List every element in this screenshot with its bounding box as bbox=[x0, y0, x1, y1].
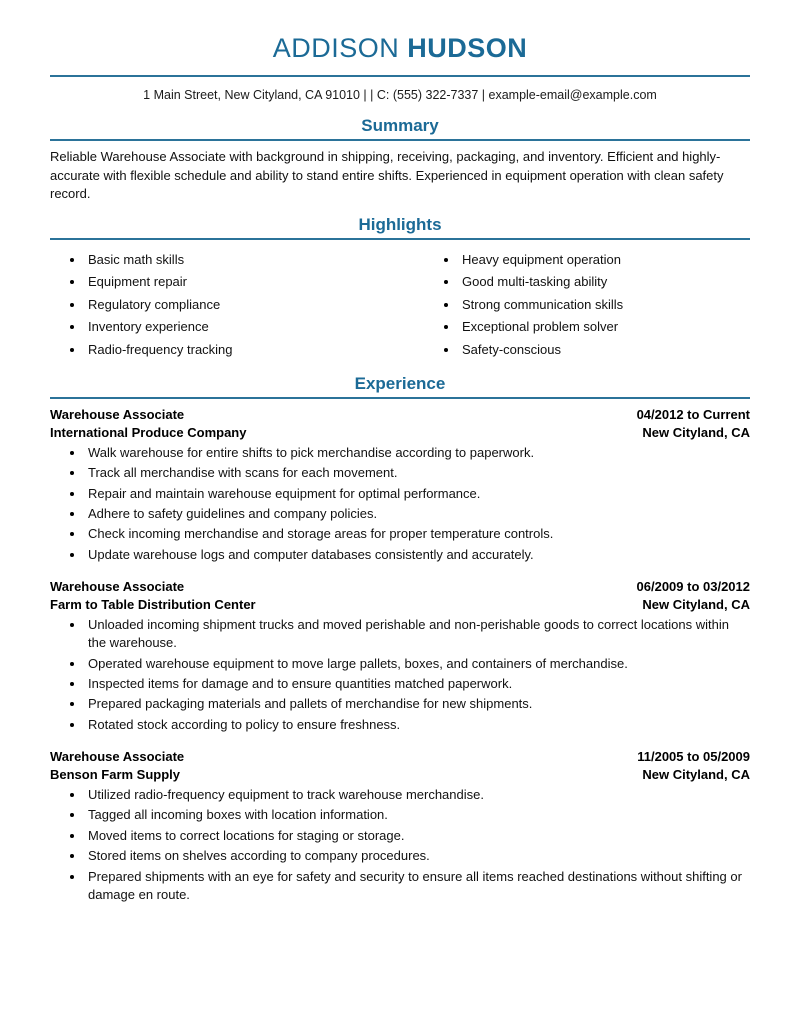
list-item: Moved items to correct locations for staging or storage. bbox=[50, 827, 750, 845]
highlights-column-left bbox=[50, 251, 400, 363]
job-title-row bbox=[50, 748, 750, 766]
job-bullets bbox=[50, 614, 750, 735]
list-item: Exceptional problem solver bbox=[424, 318, 750, 336]
experience-heading: Experience bbox=[354, 374, 446, 394]
job-location: New Cityland, CA bbox=[642, 597, 750, 612]
list-item: Radio-frequency tracking bbox=[50, 341, 400, 359]
job-dates: 04/2012 to Current bbox=[636, 407, 750, 423]
list-item: Tagged all incoming boxes with location information. bbox=[50, 806, 750, 824]
candidate-last-name: HUDSON bbox=[407, 33, 528, 63]
summary-body bbox=[50, 141, 750, 203]
list-item: Equipment repair bbox=[50, 273, 400, 291]
job-company-row bbox=[50, 766, 750, 784]
list-item: Prepared packaging materials and pallets of merchandise for new shipments. bbox=[50, 695, 750, 713]
job-location: New Cityland, CA bbox=[642, 767, 750, 783]
list-item: Unloaded incoming shipment trucks and moved perishable and non-perishable goods to correct locations within the warehouse. bbox=[50, 616, 750, 653]
list-item: Utilized radio-frequency equipment to track warehouse merchandise. bbox=[50, 786, 750, 804]
list-item: Walk warehouse for entire shifts to pick merchandise according to paperwork. bbox=[50, 444, 750, 462]
job-company: Benson Farm Supply bbox=[50, 767, 181, 783]
list-item: Safety-conscious bbox=[424, 341, 750, 359]
list-item: Rotated stock according to policy to ensure freshness. bbox=[50, 716, 750, 734]
contact-line: 1 Main Street, New Cityland, CA 91010 | | C: (555) 322-7337 | example-email@example.com bbox=[143, 88, 657, 103]
experience-entry bbox=[50, 578, 750, 734]
job-dates: 06/2009 to 03/2012 bbox=[636, 579, 750, 595]
candidate-first-name: ADDISON bbox=[272, 33, 400, 63]
section-summary bbox=[50, 115, 750, 204]
job-bullets bbox=[50, 784, 750, 905]
list-item: Update warehouse logs and computer databases consistently and accurately. bbox=[50, 546, 750, 564]
highlights-column-right bbox=[400, 251, 750, 363]
job-title-row bbox=[50, 406, 750, 424]
job-location: New Cityland, CA bbox=[642, 424, 750, 440]
highlights-columns bbox=[50, 247, 750, 363]
job-company: International Produce Company bbox=[50, 424, 247, 440]
list-item: Heavy equipment operation bbox=[424, 251, 750, 269]
section-highlights bbox=[50, 214, 750, 364]
job-company: Farm to Table Distribution Center bbox=[50, 597, 256, 612]
list-item: Operated warehouse equipment to move large pallets, boxes, and containers of merchandise. bbox=[50, 655, 750, 673]
experience-body bbox=[50, 399, 750, 904]
job-bullets bbox=[50, 442, 750, 565]
summary-heading: Summary bbox=[361, 115, 439, 135]
experience-entry bbox=[50, 406, 750, 564]
list-item: Inspected items for damage and to ensure quantities matched paperwork. bbox=[50, 675, 750, 693]
highlights-heading: Highlights bbox=[358, 214, 442, 234]
list-item: Repair and maintain warehouse equipment for optimal performance. bbox=[50, 485, 750, 503]
list-item: Good multi-tasking ability bbox=[424, 273, 750, 291]
list-item: Stored items on shelves according to company procedures. bbox=[50, 847, 750, 865]
candidate-name bbox=[50, 32, 750, 64]
list-item: Check incoming merchandise and storage areas for proper temperature controls. bbox=[50, 525, 750, 543]
job-dates: 11/2005 to 05/2009 bbox=[637, 749, 750, 765]
highlights-list-right bbox=[424, 251, 750, 359]
job-company-row bbox=[50, 596, 750, 614]
job-title-row bbox=[50, 578, 750, 596]
list-item: Adhere to safety guidelines and company policies. bbox=[50, 505, 750, 523]
resume-header bbox=[50, 0, 750, 64]
job-title: Warehouse Associate bbox=[50, 407, 185, 423]
section-experience bbox=[50, 373, 750, 904]
highlights-list-left bbox=[50, 251, 400, 359]
list-item: Basic math skills bbox=[50, 251, 400, 269]
experience-entry bbox=[50, 748, 750, 904]
job-title: Warehouse Associate bbox=[50, 749, 185, 765]
list-item: Strong communication skills bbox=[424, 296, 750, 314]
list-item: Regulatory compliance bbox=[50, 296, 400, 314]
job-company-row bbox=[50, 424, 750, 442]
list-item: Inventory experience bbox=[50, 318, 400, 336]
highlights-body bbox=[50, 240, 750, 363]
job-title: Warehouse Associate bbox=[50, 579, 185, 595]
list-item: Prepared shipments with an eye for safety and security to ensure all items reached destinations without shifting or damage en route. bbox=[50, 868, 750, 905]
summary-text: Reliable Warehouse Associate with background in shipping, receiving, packaging, and inventory. Efficient and highly-accurate with flexible schedule and ability to stand entire shifts. Experienced in equipment operation with clean safety record. bbox=[50, 149, 724, 202]
list-item: Track all merchandise with scans for each movement. bbox=[50, 464, 750, 482]
